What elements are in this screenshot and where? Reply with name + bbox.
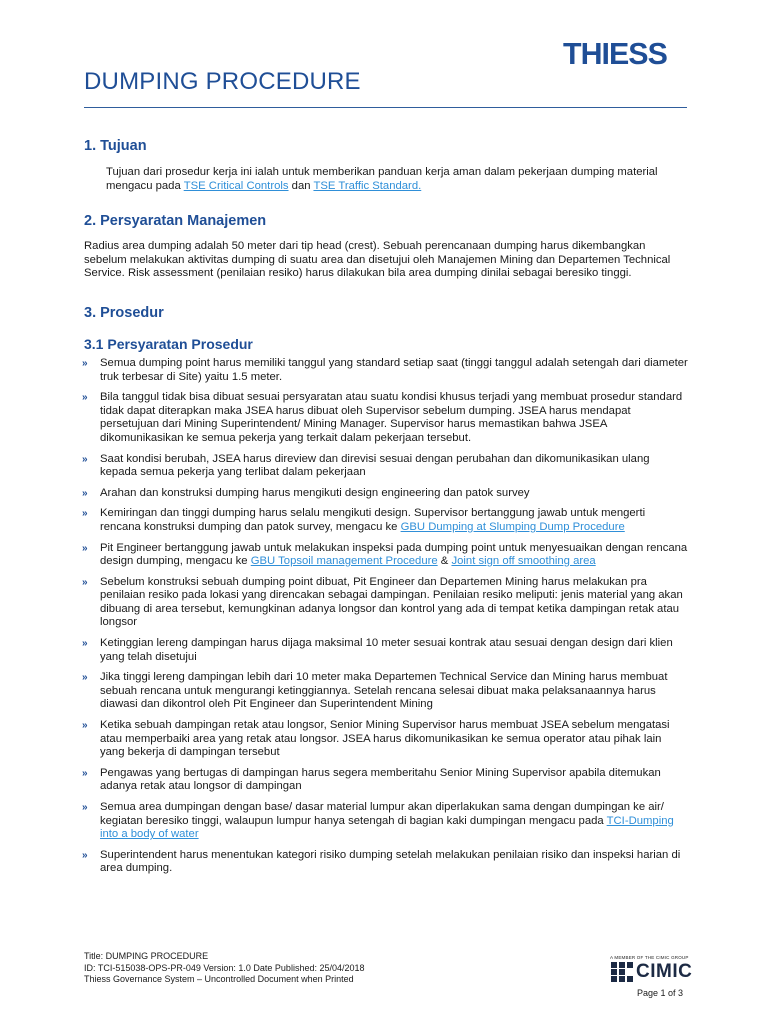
list-item xyxy=(84,507,688,534)
bullet-glyph: » xyxy=(82,767,87,779)
title-divider xyxy=(84,107,687,108)
section-tujuan-text xyxy=(84,166,688,193)
bullet-text-amp: & xyxy=(437,555,452,568)
bullet-text: Kemiringan dan tinggi dumping harus selalu mengikuti design. Supervisor bertanggung jawab untuk mengerti rencana konstruksi dumping dan patok survey, mengacu ke xyxy=(100,507,646,533)
list-item xyxy=(84,391,688,445)
bullet-text: Sebelum konstruksi sebuah dumping point dibuat, Pit Engineer dan Departemen Mining harus melakukan pra penilaian resiko pada lokasi yang direncakan sebagai dampingan. Penilaian resiko meliputi: jenis material yang akan dibuang di area tersebut, kemungkinan adanya longsor dan kontrol yang ada di tempat ketika dampingan retak atau longsor xyxy=(100,575,683,629)
bullet-glyph: » xyxy=(82,576,87,588)
cimic-logo xyxy=(611,961,692,983)
document-body xyxy=(84,138,688,883)
list-item xyxy=(84,576,688,630)
bullet-text: Bila tanggul tidak bisa dibuat sesuai persyaratan atau suatu kondisi khusus terjadi yang membuat prosedur standard tidak dapat diterapkan maka JSEA harus dibuat oleh Supervisor sebelum dumping. JSEA harus mendapat persetujuan dari Mining Superintendent/ Mining Manager. Supervisor harus memastikan bahwa JSEA dikomunikasikan ke semua pekerja yang terkait dalam pekerjaan tersebut. xyxy=(100,391,683,444)
page-number: Page 1 of 3 xyxy=(637,988,684,998)
bullet-text: Jika tinggi lereng dampingan lebih dari 10 meter maka Departemen Technical Service dan Mining harus membuat sebuah rencana untuk mengurangi ketinggiannya. Setelah rencana selesai dibuat maka pelaksanaannya harus diawasi dan dikontrol oleh Pit Engineer dan Superintendent Mining xyxy=(100,671,668,711)
footer-governance: Thiess Governance System – Uncontrolled Document when Printed xyxy=(84,974,354,985)
section-persyaratan-heading: 2. Persyaratan Manajemen xyxy=(84,213,267,230)
list-item xyxy=(84,719,688,760)
section-prosedur-subheading: 3.1 Persyaratan Prosedur xyxy=(84,335,253,352)
bullet-glyph: » xyxy=(82,453,87,465)
link-gbu-topsoil-management[interactable]: GBU Topsoil management Procedure xyxy=(250,555,438,568)
list-item xyxy=(84,357,688,384)
footer-title: Title: DUMPING PROCEDURE xyxy=(84,951,209,961)
bullet-text: Arahan dan konstruksi dumping harus mengikuti design engineering dan patok survey xyxy=(100,486,530,499)
bullet-glyph: » xyxy=(82,672,87,684)
bullet-glyph: » xyxy=(82,802,87,813)
tujuan-text-mid: dan xyxy=(288,179,314,192)
tujuan-text-part: Tujuan dari prosedur kerja ini ialah untuk memberikan panduan kerja aman dalam pekerjaan dumping material mengacu pada xyxy=(106,166,658,192)
list-item xyxy=(84,671,688,712)
list-item xyxy=(84,487,688,501)
section-persyaratan-text: Radius area dumping adalah 50 meter dari tip head (crest). Sebuah perencanaan dumping harus dikembangkan sebelum melakukan aktivitas dumping di suatu area dan disetujui oleh Manajemen Mining dan Departemen Technical Service. Risk assessment (penilaian resiko) harus dilakukan bila area dumping dinilai sebagai beresiko tinggi. xyxy=(84,240,671,280)
link-gbu-dumping-slumping[interactable]: GBU Dumping at Slumping Dump Procedure xyxy=(400,520,625,533)
link-tse-critical-controls[interactable]: TSE Critical Controls xyxy=(183,179,289,192)
cimic-member-tag: A MEMBER OF THE CIMIC GROUP xyxy=(610,955,689,960)
list-item xyxy=(84,453,688,480)
bullet-glyph: » xyxy=(82,392,87,404)
cimic-wordmark: CIMIC xyxy=(636,961,693,982)
bullet-text: Ketika sebuah dampingan retak atau longsor, Senior Mining Supervisor harus membuat JSEA sebelum mengatasi atau memperbaiki area yang retak atau longsor. JSEA harus dikomunikasikan ke semua operator atau pihak lain yang bekerja di dampingan tersebut xyxy=(100,719,670,759)
list-item xyxy=(84,849,688,876)
list-item xyxy=(84,767,688,794)
procedure-bullet-list xyxy=(84,357,688,876)
bullet-text: Ketinggian lereng dampingan harus dijaga maksimal 10 meter sesuai kontrak atau sesuai dengan design dari klien yang telah disetujui xyxy=(100,637,673,663)
thiess-logo: THIESS xyxy=(563,36,667,71)
link-tci-dumping-body-of-water[interactable]: TCI-Dumping into a body of water xyxy=(100,814,674,841)
bullet-text: Saat kondisi berubah, JSEA harus direview dan direvisi sesuai dengan perubahan dan dikomunikasikan ulang kepada semua pekerja yang terlibat dalam pekerjaan xyxy=(100,452,650,479)
bullet-text: Pit Engineer bertanggung jawab untuk melakukan inspeksi pada dumping point untuk menyesuaikan dengan rencana design dumping, mengacu ke xyxy=(100,541,688,568)
document-title: DUMPING PROCEDURE xyxy=(84,68,361,95)
bullet-text: Semua area dumpingan dengan base/ dasar material lumpur akan diperlakukan sama dengan dumpingan ke air/ kegiatan beresiko tinggi, walaupun lumpur hanya setengah di bagian kaki dumpingan mengacu pada xyxy=(100,801,664,827)
cimic-mark-icon xyxy=(611,962,633,982)
link-joint-sign-off-smoothing[interactable]: Joint sign off smoothing area xyxy=(451,555,596,568)
bullet-text: Semua dumping point harus memiliki tanggul yang standard setiap saat (tinggi tanggul adalah setengah dari diameter truk terbesar di Site) yaitu 1.5 meter. xyxy=(100,356,688,383)
section-tujuan-heading: 1. Tujuan xyxy=(84,138,147,154)
bullet-glyph: » xyxy=(82,720,87,732)
bullet-glyph: » xyxy=(82,508,87,520)
bullet-glyph: » xyxy=(82,638,87,650)
bullet-text: Pengawas yang bertugas di dampingan harus segera memberitahu Senior Mining Supervisor apabila ditemukan adanya retak atau longsor di dampingan xyxy=(100,766,661,793)
bullet-glyph: » xyxy=(82,849,87,861)
document-footer xyxy=(84,951,365,986)
bullet-glyph: » xyxy=(82,487,87,499)
list-item xyxy=(84,637,688,664)
bullet-glyph: » xyxy=(82,542,87,554)
footer-id-version: ID: TCI-515038-OPS-PR-049 Version: 1.0 Date Published: 25/04/2018 xyxy=(84,962,365,973)
bullet-text: Superintendent harus menentukan kategori risiko dumping setelah melakukan penilaian risiko dan inspeksi harian di area dumping. xyxy=(100,848,681,875)
section-prosedur-heading: 3. Prosedur xyxy=(84,304,164,321)
list-item xyxy=(84,542,688,569)
bullet-glyph: » xyxy=(82,357,87,369)
list-item xyxy=(84,801,688,842)
link-tse-traffic-standard[interactable]: TSE Traffic Standard. xyxy=(313,179,422,192)
